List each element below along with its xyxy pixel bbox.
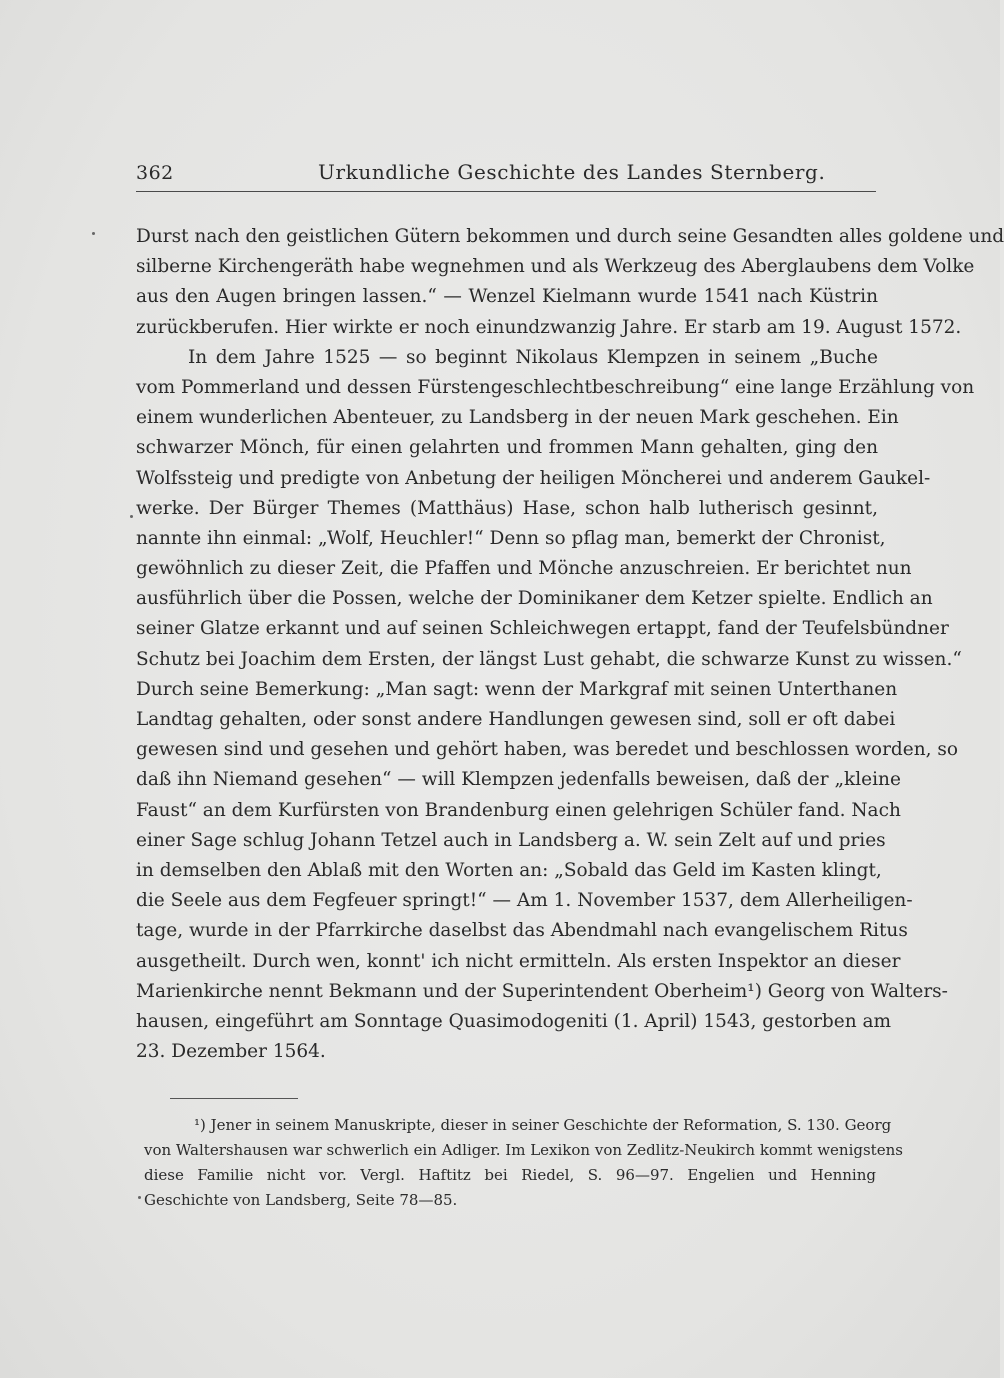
text-line: gewesen sind und gesehen und gehört haben, was beredet und beschlossen worden, so [136,739,959,761]
text-line: Durch seine Bemerkung: „Man sagt: wenn der Markgraf mit seinen Unterthanen [136,678,898,700]
text-line: seiner Glatze erkannt und auf seinen Schleichwegen ertappt, fand der Teufelsbündner [136,618,949,640]
text-line: aus den Augen bringen lassen.“ — Wenzel Kielmann wurde 1541 nach Küstrin [136,286,878,308]
page-number: 362 [136,162,174,184]
page-header [136,160,876,190]
text-line: in demselben den Ablaß mit den Worten an: „Sobald das Geld im Kasten klingt, [136,859,882,881]
text-line: vom Pommerland und dessen Fürstengeschlechtbeschreibung“ eine lange Erzählung von [136,376,975,398]
paragraph-start-line: In dem Jahre 1525 — so beginnt Nikolaus Klempzen in seinem „Buche [188,346,878,368]
text-line: Durst nach den geistlichen Gütern bekommen und durch seine Gesandten alles goldene und [136,226,1004,247]
text-line: Faust“ an dem Kurfürsten von Brandenburg einen gelehrigen Schüler fand. Nach [136,799,901,821]
text-line: schwarzer Mönch, für einen gelahrten und frommen Mann gehalten, ging den [136,437,878,459]
margin-speck [138,1196,141,1199]
text-line: daß ihn Niemand gesehen“ — will Klempzen jedenfalls beweisen, daß der „kleine [136,769,901,791]
text-line: werke. Der Bürger Themes (Matthäus) Hase, schon halb lutherisch gesinnt, [136,497,878,519]
paragraph-end-line: 23. Dezember 1564. [136,1041,326,1063]
margin-speck [130,515,133,518]
text-line: einem wunderlichen Abenteuer, zu Landsberg in der neuen Mark geschehen. Ein [136,407,899,429]
text-line: Marienkirche nennt Bekmann und der Superintendent Oberheim¹) Georg von Walters- [136,980,948,1002]
footnote-line: diese Familie nicht vor. Vergl. Haftitz bei Riedel, S. 96—97. Engelien und Henning [144,1166,876,1184]
body-text [136,222,1004,1067]
text-line: nannte ihn einmal: „Wolf, Heuchler!“ Denn so pflag man, bemerkt der Chronist, [136,527,886,549]
text-line: einer Sage schlug Johann Tetzel auch in Landsberg a. W. sein Zelt auf und pries [136,829,886,851]
text-line: tage, wurde in der Pfarrkirche daselbst das Abendmahl nach evangelischem Ritus [136,920,908,942]
text-line: silberne Kirchengeräth habe wegnehmen und als Werkzeug des Aberglaubens dem Volke [136,256,975,278]
footnotes [144,1113,903,1213]
text-line: gewöhnlich zu dieser Zeit, die Pfaffen und Mönche anzuschreien. Er berichtet nun [136,558,912,580]
margin-speck [92,232,95,235]
text-line: Landtag gehalten, oder sonst andere Handlungen gewesen sind, soll er oft dabei [136,709,896,730]
text-line: die Seele aus dem Fegfeuer springt!“ — Am 1. November 1537, dem Allerheiligen- [136,890,913,912]
footnote-rule [170,1098,298,1099]
text-line: ausgetheilt. Durch wen, konnt' ich nicht ermitteln. Als ersten Inspektor an dieser [136,950,901,972]
text-line: zurückberufen. Hier wirkte er noch einundzwanzig Jahre. Er starb am 19. August 1572. [136,316,962,338]
footnote-line: Geschichte von Landsberg, Seite 78—85. [144,1191,458,1209]
text-line: Schutz bei Joachim dem Ersten, der längst Lust gehabt, die schwarze Kunst zu wissen.“ [136,648,962,670]
header-rule [136,191,876,192]
footnote-line: von Waltershausen war schwerlich ein Adliger. Im Lexikon von Zedlitz-Neukirch kommt wenigstens [144,1141,903,1159]
text-line: ausführlich über die Possen, welche der Dominikaner dem Ketzer spielte. Endlich an [136,588,933,610]
text-line: hausen, eingeführt am Sonntage Quasimodogeniti (1. April) 1543, gestorben am [136,1010,892,1032]
running-head: Urkundliche Geschichte des Landes Sternberg. [318,160,826,184]
footnote-line: ¹) Jener in seinem Manuskripte, dieser in seiner Geschichte der Reformation, S. 130. Georg [194,1116,892,1134]
text-line: Wolfssteig und predigte von Anbetung der heiligen Möncherei und anderem Gaukel- [136,467,931,489]
